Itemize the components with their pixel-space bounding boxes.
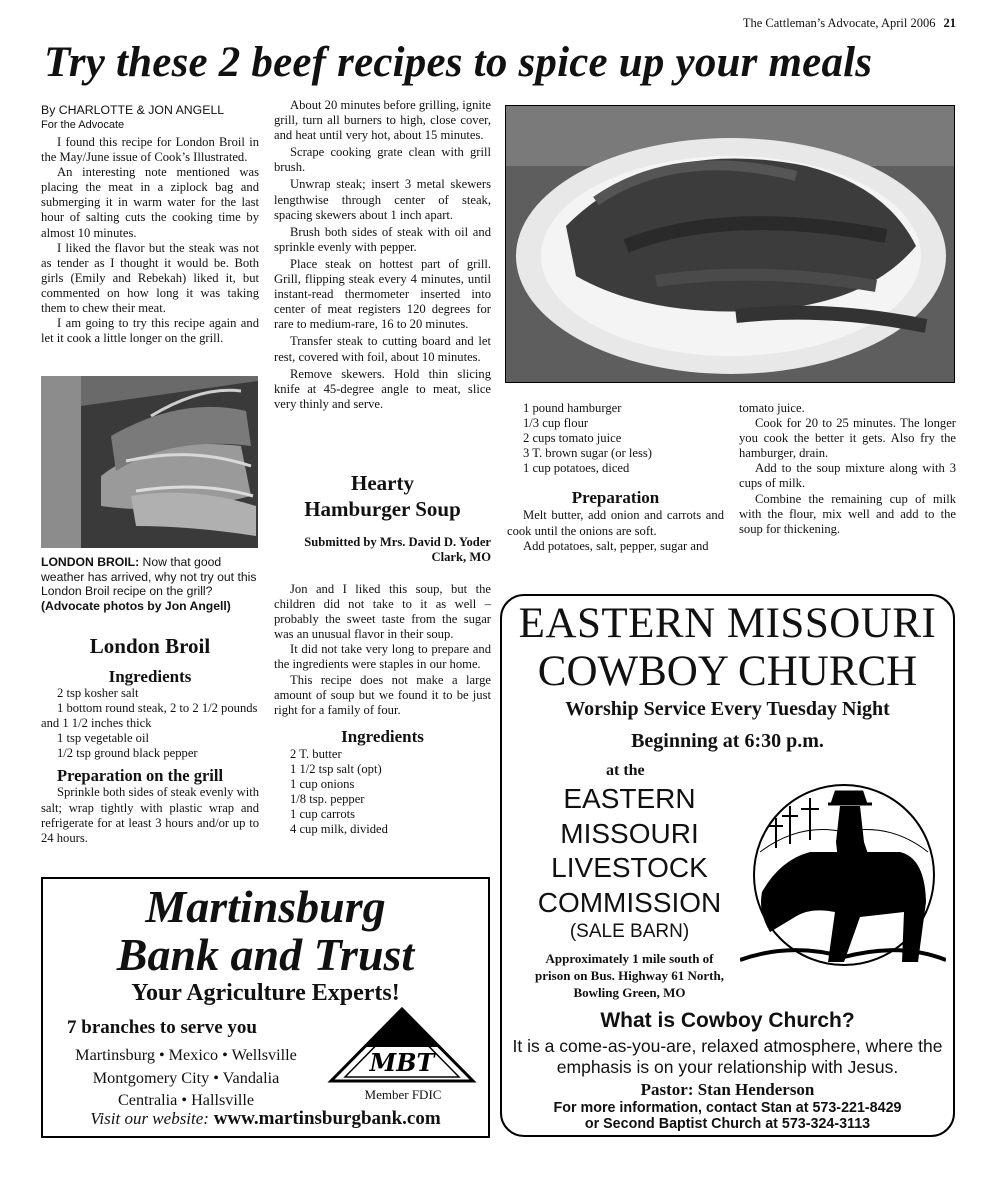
caption-text: Now that good weather has arrived, why not try out this London Broil recipe on the grill?: [41, 555, 257, 598]
prep-step: Place steak on hottest part of grill. Grill, flipping steak every 4 minutes, until instant-read thermometer inserted into center of meat registers 120 degrees for rare to medium-rare, 16 to 20 minutes.: [274, 256, 491, 332]
venue-subtitle: (SALE BARN): [569, 921, 690, 942]
publication-name: The Cattleman’s Advocate, April 2006: [742, 16, 936, 30]
soup-prep-step: Combine the remaining cup of milk with the flour, mix well and add to the soup for thickening.: [739, 491, 956, 536]
church-title-line2: COWBOY CHURCH: [537, 648, 918, 695]
direction-line: Approximately 1 mile south of: [545, 951, 714, 966]
bank-name-line1: Martinsburg: [145, 881, 386, 932]
london-broil-photo: [41, 376, 258, 548]
soup-ingredients-heading: Ingredients: [341, 726, 424, 746]
branch-line: Montgomery City • Vandalia: [92, 1068, 280, 1087]
prep-step: Sprinkle both sides of steak evenly with salt; wrap tightly with plastic wrap and refrigerate for at least 3 hours and/or up to 24 hours.: [41, 785, 259, 845]
london-broil-recipe: [41, 634, 259, 846]
branches-heading: 7 branches to serve you: [67, 1017, 257, 1038]
cowboy-church-advertisement: [500, 594, 955, 1137]
direction-line: prison on Bus. Highway 61 North,: [535, 968, 724, 983]
service-schedule: Worship Service Every Tuesday Night: [565, 698, 890, 720]
contact-line: For more information, contact Stan at 573-221-8429: [553, 1100, 902, 1116]
bank-website-link[interactable]: www.martinsburgbank.com: [213, 1108, 441, 1129]
column-4: [739, 401, 956, 537]
directions: [502, 950, 757, 1001]
photo-caption: [41, 555, 259, 613]
ingredient-item: 2 cups tomato juice: [523, 431, 622, 446]
soup-prep-step: Add potatoes, salt, pepper, sugar and: [523, 538, 709, 553]
soup-ingredients-list-a: [274, 747, 491, 838]
prep-step: Transfer steak to cutting board and let rest, covered with foil, about 10 minutes.: [274, 334, 491, 364]
prep-step: Remove skewers. Hold thin slicing knife at 45-degree angle to meat, slice very thinly and serve.: [274, 366, 491, 411]
direction-line: Bowling Green, MO: [573, 985, 686, 1000]
ingredient-item: 1/8 tsp. pepper: [290, 792, 365, 807]
ingredient-item: 1 pound hamburger: [523, 401, 622, 415]
mbt-logo: [327, 1005, 477, 1085]
ingredient-item: 1 cup potatoes, diced: [523, 461, 630, 476]
branches-list: [51, 1044, 321, 1112]
intro-paragraph: An interesting note mentioned was placing the meat in a ziplock bag and submerging it in warm water for the last hour of salting cuts the cooking time by almost 10 minutes.: [41, 165, 259, 240]
caption-lead: LONDON BROIL:: [41, 555, 140, 569]
ingredient-item: 4 cup milk, divided: [290, 822, 388, 837]
ingredient-item: 1 bottom round steak, 2 to 2 1/2 pounds and 1 1/2 inches thick: [41, 701, 258, 731]
cowboy-horse-icon: [740, 782, 946, 968]
page-number: 21: [943, 16, 956, 30]
venue-name: [502, 782, 757, 920]
ingredient-item: 1 1/2 tsp salt (opt): [290, 761, 382, 776]
website-label: Visit our website:: [90, 1109, 209, 1128]
soup-prep-step: Add to the soup mixture along with 3 cups of milk.: [739, 461, 956, 491]
soup-submitted: [274, 535, 491, 565]
contact-line: or Second Baptist Church at 573-324-3113: [584, 1116, 871, 1132]
soup-prep-step: tomato juice.: [739, 401, 805, 415]
soup-title-line2: Hamburger Soup: [304, 497, 461, 521]
caption-credit: (Advocate photos by Jon Angell): [41, 598, 231, 613]
intro-paragraph: I liked the flavor but the steak was not as tender as I thought it would be. Both girls (Emily and Rebekah) liked it, but commented on how long it was taking them to chew their meat.: [41, 240, 259, 316]
mbt-triangle-logo: [327, 1005, 477, 1085]
sliced-steak-image: [41, 376, 258, 548]
cowboy-illustration: [740, 782, 946, 968]
prep-step: Unwrap steak; insert 3 metal skewers lengthwise through center of steak, spacing skewers about 1 inch apart.: [274, 177, 491, 222]
ingredient-item: 1 tsp vegetable oil: [57, 731, 149, 746]
recipe-title: London Broil: [89, 634, 211, 658]
prep-heading: Preparation on the grill: [57, 766, 224, 786]
soup-prep-step: Cook for 20 to 25 minutes. The longer you cook the better it gets. Also fry the hamburger, drain.: [739, 416, 956, 461]
column-3: [507, 401, 724, 554]
soup-title-line1: Hearty: [351, 471, 414, 495]
ingredient-item: 1/2 tsp ground black pepper: [57, 746, 198, 761]
ingredient-item: 2 tsp kosher salt: [57, 686, 139, 700]
venue-line: LIVESTOCK: [551, 852, 708, 883]
ingredient-item: 3 T. brown sugar (or less): [523, 446, 652, 461]
logo-text: MBT: [369, 1048, 435, 1077]
submitted-location: Clark, MO: [431, 550, 491, 564]
soup-paragraph: This recipe does not make a large amount of soup but we found it to be just right for a family of four.: [274, 672, 491, 717]
running-head: [743, 16, 956, 31]
bank-advertisement: [41, 877, 490, 1138]
prep-step: Scrape cooking grate clean with grill brush.: [274, 145, 491, 175]
beef-plate-photo: [505, 105, 955, 383]
submitted-by: Submitted by Mrs. David D. Yoder: [304, 535, 491, 549]
what-is-question: What is Cowboy Church?: [600, 1009, 855, 1032]
soup-intro: [274, 582, 491, 837]
ingredient-item: 1 cup onions: [290, 777, 355, 792]
column-1: [41, 103, 259, 346]
at-the: at the: [606, 762, 645, 779]
soup-paragraph: Jon and I liked this soup, but the children did not take to it as well – probably the sweet taste from the sugar was an unusual flavor in their soup.: [274, 582, 491, 642]
soup-prep-heading: Preparation: [571, 488, 660, 508]
ingredients-heading: Ingredients: [108, 667, 192, 686]
member-fdic: Member FDIC: [364, 1087, 442, 1102]
column-2: [274, 98, 491, 412]
prep-step: About 20 minutes before grilling, ignite grill, turn all burners to high, close cover, and heat until very hot, about 15 minutes.: [274, 98, 491, 143]
prep-step: Brush both sides of steak with oil and sprinkle evenly with pepper.: [274, 224, 491, 254]
contact-info: [502, 1100, 953, 1132]
ingredient-item: 2 T. butter: [290, 746, 342, 761]
soup-paragraph: It did not take very long to prepare and the ingredients were staples in our home.: [274, 642, 491, 672]
what-is-answer: It is a come-as-you-are, relaxed atmosphere, where the emphasis is on your relationship with Jesus.: [512, 1036, 943, 1077]
venue-line: COMMISSION: [537, 886, 722, 918]
bank-name-line2: Bank and Trust: [116, 929, 415, 980]
soup-title: [274, 470, 491, 522]
soup-ingredients-list-b: [507, 401, 724, 476]
byline-affiliation: For the Advocate: [41, 119, 125, 131]
venue-line: MISSOURI: [560, 817, 699, 849]
service-time: Beginning at 6:30 p.m.: [631, 730, 824, 752]
soup-prep-step: Melt butter, add onion and carrots and cook until the onions are soft.: [507, 508, 724, 538]
pastor-name: Pastor: Stan Henderson: [640, 1080, 815, 1099]
ingredient-item: 1/3 cup flour: [523, 416, 589, 431]
intro-paragraph: I found this recipe for London Broil in the May/June issue of Cook’s Illustrated.: [41, 135, 259, 165]
branch-line: Centralia • Hallsville: [117, 1091, 255, 1109]
bank-website-line: [43, 1108, 488, 1130]
sliced-beef-plate-image: [506, 106, 955, 383]
bank-slogan: Your Agriculture Experts!: [131, 980, 400, 1006]
branch-line: Martinsburg • Mexico • Wellsville: [75, 1046, 297, 1064]
headline: Try these 2 beef recipes to spice up your meals: [44, 39, 873, 86]
venue-line: EASTERN: [563, 783, 696, 814]
church-title-line1: EASTERN MISSOURI: [518, 600, 937, 647]
ingredient-item: 1 cup carrots: [290, 807, 356, 822]
byline-author: By CHARLOTTE & JON ANGELL: [41, 103, 225, 117]
intro-paragraph: I am going to try this recipe again and let it cook a little longer on the grill.: [41, 316, 259, 346]
